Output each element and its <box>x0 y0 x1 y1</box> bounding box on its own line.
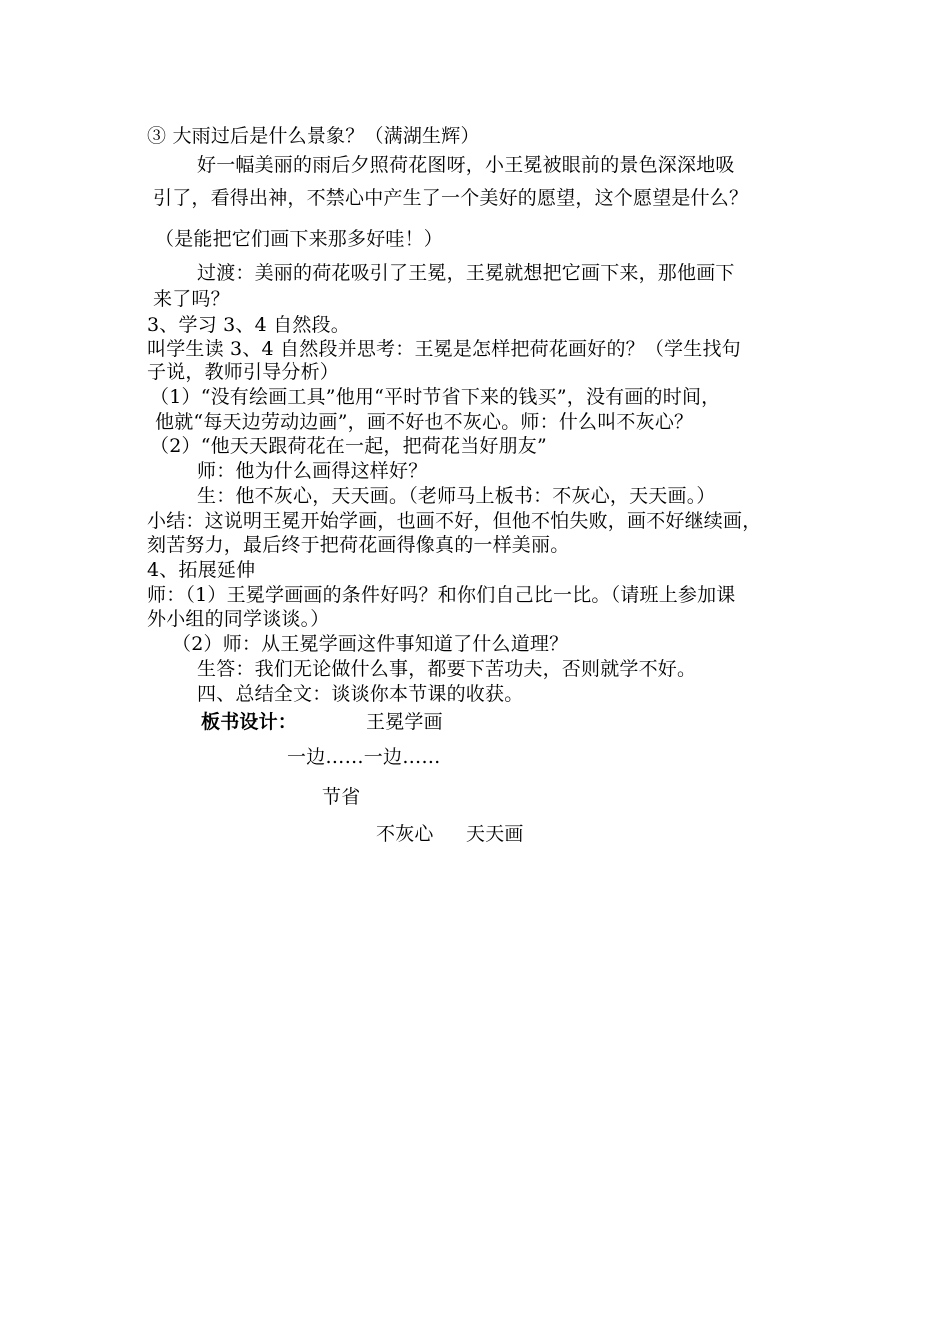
paragraph-text: 叫学生读 3、4 自然段并思考：王冕是怎样把荷花画好的？（学生找句 <box>147 338 741 360</box>
section-heading: 4、拓展延伸 <box>147 559 256 581</box>
board-design-row: 一边……一边…… <box>287 746 441 768</box>
paragraph-text: 生答：我们无论做什么事，都要下苦功夫，否则就学不好。 <box>197 658 697 680</box>
board-design-title: 王冕学画 <box>366 711 443 733</box>
paragraph-text: 外小组的同学谈谈。） <box>147 608 330 630</box>
paragraph-text: （1）“没有绘画工具”他用“平时节省下来的钱买”，没有画的时间， <box>150 386 721 408</box>
board-design-label: 板书设计： <box>201 711 298 733</box>
paragraph-text: （2）师：从王冕学画这件事知道了什么道理？ <box>172 633 569 655</box>
paragraph-text: 四、总结全文：谈谈你本节课的收获。 <box>197 683 524 705</box>
paragraph-text: 师：他为什么画得这样好？ <box>197 460 428 482</box>
board-design-row: 节省 <box>322 786 361 808</box>
paragraph-text: 引了，看得出神，不禁心中产生了一个美好的愿望，这个愿望是什么？ <box>153 187 749 209</box>
paragraph-text: 来了吗？ <box>153 288 230 310</box>
board-design-row: 不灰心 <box>376 823 434 845</box>
paragraph-text: 好一幅美丽的雨后夕照荷花图呀，小王冕被眼前的景色深深地吸 <box>197 154 735 176</box>
paragraph-text: 师：（1）王冕学画画的条件好吗？和你们自己比一比。（请班上参加课 <box>147 584 736 606</box>
paragraph-text: （是能把它们画下来那多好哇！） <box>155 228 444 250</box>
section-heading: 3、学习 3、4 自然段。 <box>147 314 350 336</box>
paragraph-text: 子说，教师引导分析） <box>147 361 340 383</box>
paragraph-text: 小结：这说明王冕开始学画，也画不好，但他不怕失败，画不好继续画， <box>147 510 762 532</box>
paragraph-text: 过渡：美丽的荷花吸引了王冕，王冕就想把它画下来，那他画下 <box>197 262 735 284</box>
board-design-row: 天天画 <box>466 823 524 845</box>
paragraph-text: 他就“每天边劳动边画”，画不好也不灰心。师：什么叫不灰心？ <box>155 411 694 433</box>
paragraph-text: （2）“他天天跟荷花在一起，把荷花当好朋友” <box>150 435 547 457</box>
question-3: ③ 大雨过后是什么景象？（满湖生辉） <box>147 125 480 147</box>
paragraph-text: 刻苦努力，最后终于把荷花画得像真的一样美丽。 <box>147 534 570 556</box>
paragraph-text: 生：他不灰心，天天画。（老师马上板书：不灰心，天天画。） <box>197 485 716 507</box>
